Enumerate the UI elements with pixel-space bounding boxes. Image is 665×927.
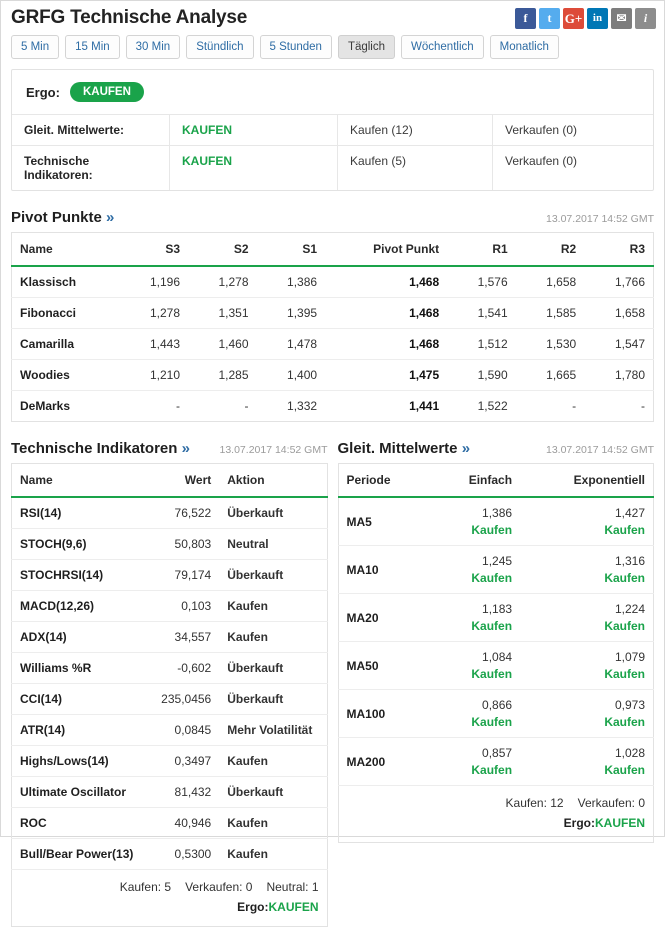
indicators-column (11, 422, 328, 927)
ma-exp-value: 1,028 (614, 746, 645, 760)
pivot-cell-pp: 1,468 (325, 329, 447, 360)
indicators-footer-row (12, 870, 328, 927)
table-row (12, 529, 328, 560)
ma-period: MA10 (338, 546, 430, 594)
ma-heading-arrow-icon[interactable]: » (461, 440, 471, 457)
indicator-value: 50,803 (149, 529, 219, 560)
pivot-row-name: Klassisch (12, 266, 120, 298)
pivot-col-pp: Pivot Punkt (325, 233, 447, 267)
indicator-name: ROC (12, 808, 150, 839)
pivot-cell-pp: 1,475 (325, 360, 447, 391)
ma-simple-signal: Kaufen (471, 763, 513, 777)
ma-simple-signal: Kaufen (471, 619, 513, 633)
ma-period: MA100 (338, 690, 430, 738)
summary-ma-buy-count: Kaufen (12) (338, 115, 493, 145)
pivot-col-r1: R1 (447, 233, 516, 267)
summary-ma-signal: KAUFEN (170, 115, 338, 145)
indicator-value: 81,432 (149, 777, 219, 808)
pivot-cell-r3: 1,766 (584, 266, 653, 298)
indicators-heading-text: Technische Indikatoren (11, 440, 178, 457)
summary-row-moving-averages (12, 114, 653, 145)
indicator-value: 79,174 (149, 560, 219, 591)
ma-exp-value: 0,973 (614, 698, 645, 712)
ma-simple-signal: Kaufen (471, 571, 513, 585)
ma-exp-value: 1,079 (614, 650, 645, 664)
pivot-cell-s2: 1,351 (188, 298, 257, 329)
pivot-section-header (11, 209, 654, 226)
indicators-section-header (11, 440, 328, 457)
pivot-heading-arrow-icon[interactable]: » (106, 209, 115, 226)
ma-period: MA50 (338, 642, 430, 690)
pivot-col-r2: R2 (516, 233, 585, 267)
indicators-footer-counts (20, 880, 319, 894)
indicators-heading-arrow-icon[interactable]: » (181, 440, 190, 457)
pivot-cell-r2: 1,658 (516, 266, 585, 298)
ma-exp-signal: Kaufen (604, 523, 645, 537)
indicator-action: Kaufen (219, 839, 327, 870)
ma-simple-value: 1,245 (482, 554, 513, 568)
table-row (12, 360, 654, 391)
ma-simple-value: 0,866 (482, 698, 513, 712)
pivot-cell-pp: 1,441 (409, 399, 440, 413)
ma-heading (338, 440, 471, 457)
table-row (12, 715, 328, 746)
pivot-cell-r1: 1,576 (447, 266, 516, 298)
summary-ti-label: Technische Indikatoren: (12, 146, 170, 190)
tab-5-stunden[interactable]: 5 Stunden (260, 35, 332, 59)
table-row (12, 497, 328, 529)
table-row (12, 298, 654, 329)
indicator-action: Überkauft (219, 684, 327, 715)
pivot-cell-s2: 1,285 (188, 360, 257, 391)
indicators-heading (11, 440, 190, 457)
indicators-sell-count: Verkaufen: 0 (185, 880, 253, 894)
summary-ti-signal: KAUFEN (170, 146, 338, 190)
pivot-row-name: Camarilla (12, 329, 120, 360)
table-row (12, 653, 328, 684)
pivot-cell-r3: - (641, 399, 645, 413)
table-row (12, 684, 328, 715)
indicator-action: Kaufen (219, 808, 327, 839)
indicators-col-name: Name (12, 464, 150, 498)
ma-footer-row (338, 786, 654, 843)
pivot-heading-text: Pivot Punkte (11, 209, 102, 226)
timeframe-tabs (1, 33, 664, 69)
pivot-timestamp: 13.07.2017 14:52 GMT (546, 213, 654, 225)
indicator-value: 40,946 (149, 808, 219, 839)
ma-heading-text: Gleit. Mittelwerte (337, 440, 458, 457)
summary-row-indicators (12, 145, 653, 190)
table-row (12, 591, 328, 622)
tab-stuendlich[interactable]: Stündlich (186, 35, 253, 59)
pivot-cell-pp: 1,468 (325, 266, 447, 298)
summary-box (11, 69, 654, 191)
ma-exp-value: 1,316 (614, 554, 645, 568)
ma-simple-cell (430, 690, 520, 738)
summary-ma-label: Gleit. Mittelwerte: (12, 115, 170, 145)
ma-simple-cell (430, 738, 520, 786)
ma-col-period: Periode (338, 464, 430, 498)
indicator-name: Highs/Lows(14) (12, 746, 150, 777)
indicator-value: 76,522 (149, 497, 219, 529)
ma-exp-signal: Kaufen (604, 763, 645, 777)
indicator-name: Bull/Bear Power(13) (12, 839, 150, 870)
pivot-cell-s1: 1,395 (257, 298, 326, 329)
indicators-neutral-count: Neutral: 1 (266, 880, 319, 894)
pivot-cell-s3: - (176, 399, 181, 413)
indicator-action: Mehr Volatilität (219, 715, 327, 746)
pivot-cell-s1: 1,386 (257, 266, 326, 298)
pivot-row-name: DeMarks (20, 399, 71, 413)
pivot-heading (11, 209, 114, 226)
ma-simple-value: 1,386 (482, 506, 513, 520)
ma-sell-count: Verkaufen: 0 (577, 796, 645, 810)
indicator-name: Williams %R (12, 653, 150, 684)
pivot-cell-r1: 1,512 (447, 329, 516, 360)
indicator-value: 0,0845 (149, 715, 219, 746)
pivot-cell-r2: 1,665 (516, 360, 585, 391)
indicators-ergo-label: Ergo: (237, 900, 269, 914)
table-row (12, 266, 654, 298)
ma-col-exponential: Exponentiell (520, 464, 653, 498)
ma-exp-signal: Kaufen (604, 715, 645, 729)
indicator-action: Kaufen (219, 622, 327, 653)
indicator-action: Überkauft (219, 560, 327, 591)
pivot-cell-r2: 1,585 (516, 298, 585, 329)
ma-simple-cell (430, 546, 520, 594)
ma-period: MA200 (338, 738, 430, 786)
indicators-col-value: Wert (149, 464, 219, 498)
facebook-icon[interactable]: f (515, 8, 536, 29)
summary-ergo-row (12, 70, 653, 114)
indicators-header-row (12, 464, 328, 498)
indicator-name: CCI(14) (12, 684, 150, 715)
table-row (338, 497, 654, 546)
table-row (12, 560, 328, 591)
table-row (12, 329, 654, 360)
pivot-cell-s2: - (244, 399, 249, 413)
table-row (338, 546, 654, 594)
pivot-cell-s3: 1,443 (120, 329, 189, 360)
page-header (1, 1, 664, 33)
table-row (338, 738, 654, 786)
table-row (12, 839, 328, 870)
ma-simple-cell (430, 497, 520, 546)
indicators-footer-ergo (20, 900, 319, 914)
table-row (12, 777, 328, 808)
ma-exp-cell (520, 642, 653, 690)
summary-ergo-label: Ergo: (26, 84, 60, 100)
indicator-name: Ultimate Oscillator (12, 777, 150, 808)
ma-footer-counts (347, 796, 646, 810)
moving-averages-table (338, 463, 655, 843)
ma-exp-signal: Kaufen (604, 667, 645, 681)
pivot-cell-r3: 1,547 (584, 329, 653, 360)
pivot-cell-r2: 1,530 (516, 329, 585, 360)
pivot-cell-r1: 1,590 (447, 360, 516, 391)
ma-footer-ergo (347, 816, 646, 830)
indicator-value: 0,5300 (149, 839, 219, 870)
pivot-col-r3: R3 (584, 233, 653, 267)
pivot-col-s1: S1 (257, 233, 326, 267)
ma-exp-cell (520, 690, 653, 738)
indicators-col-action: Aktion (219, 464, 327, 498)
ma-exp-cell (520, 594, 653, 642)
indicator-value: 0,103 (149, 591, 219, 622)
indicator-name: STOCHRSI(14) (12, 560, 150, 591)
indicator-action: Überkauft (219, 653, 327, 684)
page-title: GRFG Technische Analyse (11, 7, 248, 28)
ma-header-row (338, 464, 654, 498)
pivot-cell-s1: 1,400 (257, 360, 326, 391)
pivot-cell-s1: 1,478 (257, 329, 326, 360)
table-row (12, 391, 654, 422)
indicator-action: Kaufen (219, 591, 327, 622)
pivot-row-name: Fibonacci (12, 298, 120, 329)
ma-simple-signal: Kaufen (471, 715, 513, 729)
pivot-cell-s3: 1,196 (120, 266, 189, 298)
ma-simple-signal: Kaufen (471, 667, 513, 681)
twitter-icon[interactable]: t (539, 8, 560, 29)
table-row (338, 594, 654, 642)
indicators-timestamp: 13.07.2017 14:52 GMT (219, 444, 328, 456)
ma-simple-value: 0,857 (482, 746, 513, 760)
ma-buy-count: Kaufen: 12 (505, 796, 564, 810)
pivot-cell-s1: 1,332 (287, 399, 318, 413)
tab-monatlich[interactable]: Monatlich (490, 35, 559, 59)
indicator-action: Kaufen (219, 746, 327, 777)
table-row (12, 746, 328, 777)
indicators-ergo-value: KAUFEN (268, 900, 319, 914)
ma-timestamp: 13.07.2017 14:52 GMT (546, 444, 654, 456)
pivot-cell-r2: - (572, 399, 577, 413)
ma-simple-cell (430, 594, 520, 642)
ma-exp-value: 1,224 (614, 602, 645, 616)
ma-exp-signal: Kaufen (604, 571, 645, 585)
pivot-cell-pp: 1,468 (325, 298, 447, 329)
indicator-name: MACD(12,26) (12, 591, 150, 622)
ma-simple-value: 1,183 (482, 602, 513, 616)
tab-woechentlich[interactable]: Wöchentlich (401, 35, 484, 59)
summary-ergo-badge: KAUFEN (70, 82, 144, 102)
pivot-cell-s2: 1,278 (188, 266, 257, 298)
ma-exp-signal: Kaufen (604, 619, 645, 633)
tab-taeglich[interactable]: Täglich (338, 35, 395, 59)
table-row (12, 622, 328, 653)
indicators-footer (12, 870, 327, 926)
ma-exp-value: 1,427 (614, 506, 645, 520)
ma-exp-cell (520, 497, 653, 546)
pivot-row-name: Woodies (12, 360, 120, 391)
indicator-name: STOCH(9,6) (12, 529, 150, 560)
ma-simple-signal: Kaufen (471, 523, 513, 537)
table-row (12, 808, 328, 839)
info-icon[interactable]: i (635, 8, 656, 29)
pivot-cell-r3: 1,780 (584, 360, 653, 391)
pivot-cell-r3: 1,658 (584, 298, 653, 329)
google-plus-icon[interactable]: G+ (563, 8, 584, 29)
pivot-cell-s3: 1,278 (120, 298, 189, 329)
bottom-columns (11, 422, 654, 927)
ma-ergo-label: Ergo: (563, 816, 595, 830)
pivot-table (11, 232, 654, 422)
indicator-value: 34,557 (149, 622, 219, 653)
pivot-col-s2: S2 (188, 233, 257, 267)
summary-ti-sell-count: Verkaufen (0) (505, 154, 578, 168)
pivot-cell-s3: 1,210 (120, 360, 189, 391)
pivot-table-wrapper (11, 232, 654, 422)
indicator-value: 0,3497 (149, 746, 219, 777)
pivot-col-s3: S3 (120, 233, 189, 267)
ma-period: MA5 (338, 497, 430, 546)
ma-section-header (338, 440, 655, 457)
ma-period: MA20 (338, 594, 430, 642)
indicators-table (11, 463, 328, 927)
ma-exp-cell (520, 546, 653, 594)
pivot-cell-r1: 1,522 (477, 399, 508, 413)
indicator-value: -0,602 (149, 653, 219, 684)
ma-ergo-value: KAUFEN (595, 816, 645, 830)
pivot-col-name: Name (12, 233, 120, 267)
pivot-header-row (12, 233, 654, 267)
table-row (338, 690, 654, 738)
indicator-action: Überkauft (219, 497, 327, 529)
indicator-action: Überkauft (219, 777, 327, 808)
ma-simple-cell (430, 642, 520, 690)
ma-col-simple: Einfach (430, 464, 520, 498)
indicator-name: ADX(14) (12, 622, 150, 653)
tab-15-min[interactable]: 15 Min (65, 35, 120, 59)
indicators-buy-count: Kaufen: 5 (119, 880, 172, 894)
pivot-cell-s2: 1,460 (188, 329, 257, 360)
moving-averages-column (338, 422, 655, 843)
ma-footer (339, 786, 654, 842)
email-icon[interactable]: ✉ (611, 8, 632, 29)
ma-simple-value: 1,084 (482, 650, 513, 664)
indicator-name: RSI(14) (12, 497, 150, 529)
tab-30-min[interactable]: 30 Min (126, 35, 181, 59)
tab-5-min[interactable]: 5 Min (11, 35, 59, 59)
indicator-name: ATR(14) (12, 715, 150, 746)
indicator-action: Neutral (219, 529, 327, 560)
linkedin-icon[interactable]: in (587, 8, 608, 29)
summary-ma-sell-count: Verkaufen (0) (505, 123, 578, 137)
social-share-bar (515, 8, 656, 29)
table-row (338, 642, 654, 690)
indicator-value: 235,0456 (149, 684, 219, 715)
ma-exp-cell (520, 738, 653, 786)
pivot-cell-r1: 1,541 (447, 298, 516, 329)
summary-ti-buy-count: Kaufen (5) (338, 146, 493, 190)
